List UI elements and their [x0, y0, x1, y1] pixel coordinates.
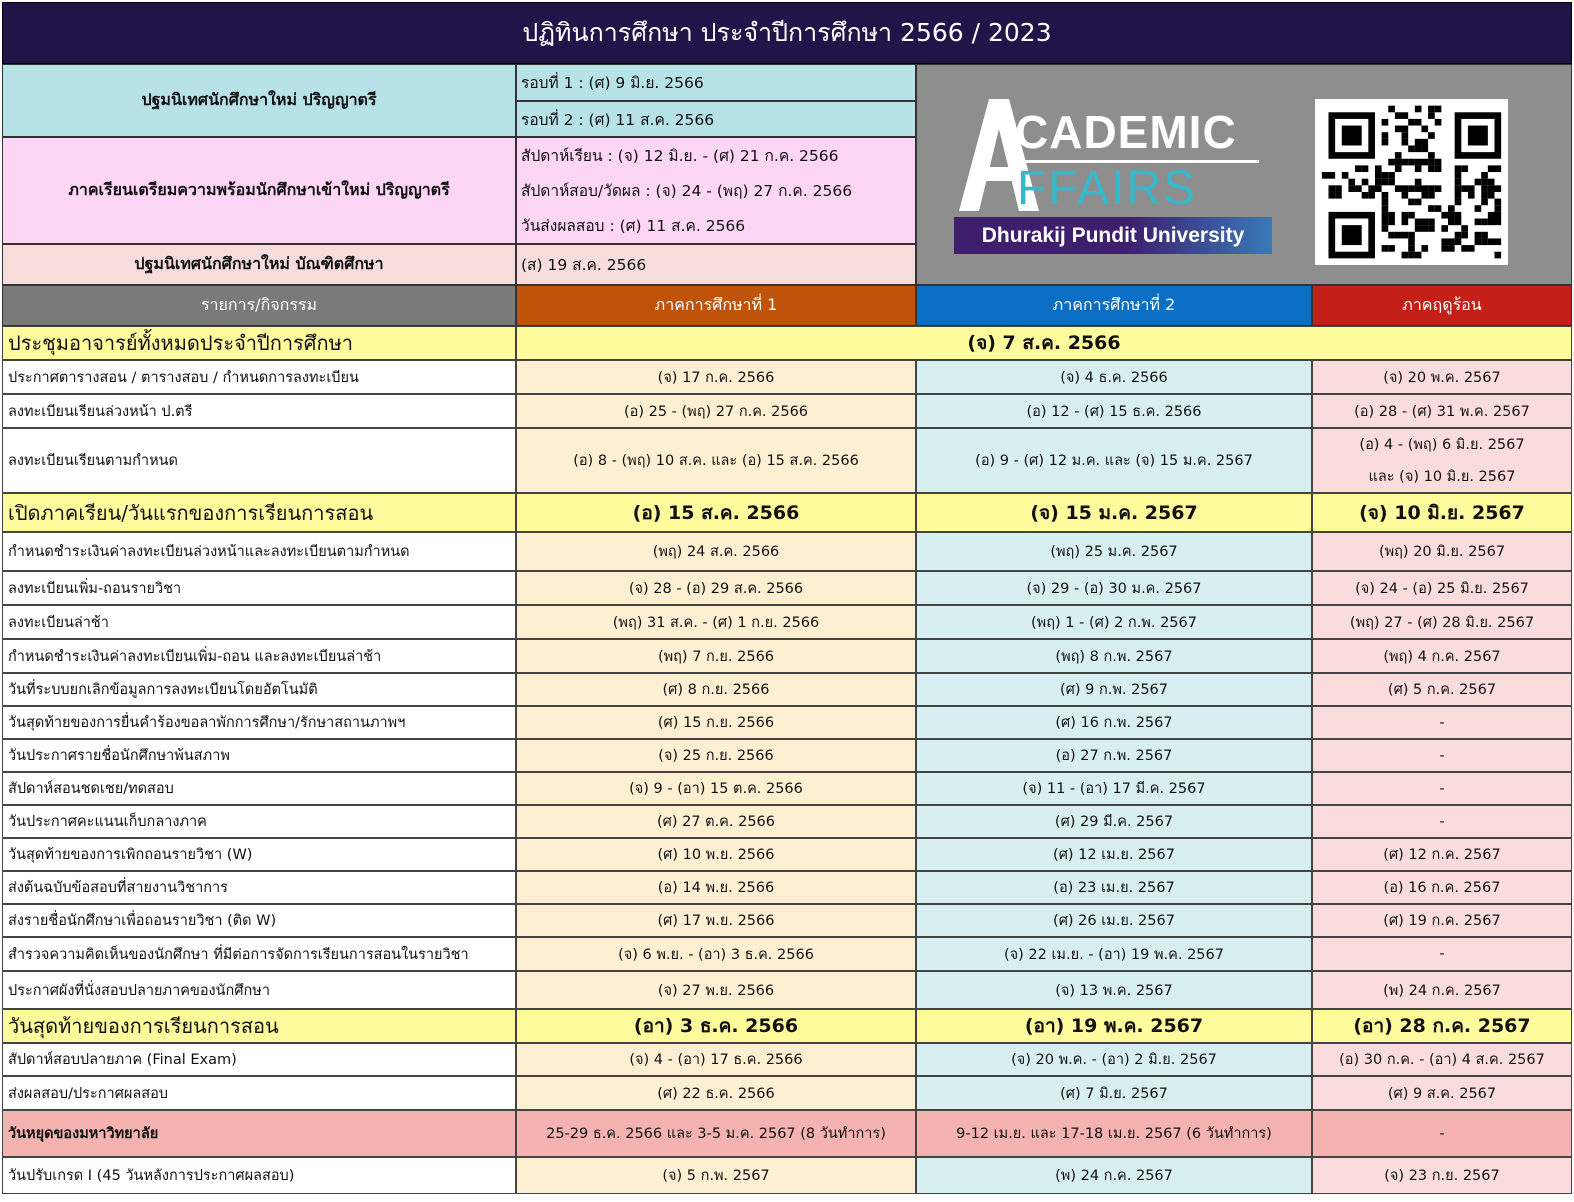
- term2-date-cell: (จ) 11 - (อา) 17 มี.ค. 2567: [916, 772, 1312, 805]
- summer-date-cell: (พฤ) 4 ก.ค. 2567: [1312, 639, 1572, 673]
- header-summer: ภาคฤดูร้อน: [1312, 285, 1572, 326]
- table-row: [2, 805, 1572, 838]
- summer-date-cell: (พฤ) 27 - (ศ) 28 มิ.ย. 2567: [1312, 605, 1572, 639]
- term1-date-cell: (จ) 5 ก.พ. 2567: [516, 1157, 916, 1194]
- activity-cell: วันสุดท้ายของการยื่นคำร้องขอลาพักการศึกษา/รักษาสถานภาพฯ: [2, 706, 516, 739]
- table-row: [2, 937, 1572, 971]
- page-title: ปฏิทินการศึกษา ประจำปีการศึกษา 2566 / 2023: [2, 2, 1572, 64]
- table-row: [2, 428, 1572, 493]
- term1-date-cell: (อ) 25 - (พฤ) 27 ก.ค. 2566: [516, 394, 916, 428]
- activity-cell: ประกาศตารางสอน / ตารางสอบ / กำหนดการลงทะเบียน: [2, 360, 516, 394]
- term2-date-cell: (ศ) 12 เม.ย. 2567: [916, 838, 1312, 871]
- term1-date-cell: (อ) 14 พ.ย. 2566: [516, 871, 916, 904]
- term1-date-cell: (จ) 6 พ.ย. - (อา) 3 ธ.ค. 2566: [516, 937, 916, 971]
- table-row: [2, 360, 1572, 394]
- term1-date-cell: (ศ) 8 ก.ย. 2566: [516, 673, 916, 706]
- term2-date-cell: (ศ) 29 มี.ค. 2567: [916, 805, 1312, 838]
- orientation-grad-date: (ส) 19 ส.ค. 2566: [516, 244, 916, 285]
- term1-date-cell: (ศ) 22 ธ.ค. 2566: [516, 1076, 916, 1110]
- term2-date-cell: (จ) 20 พ.ค. - (อา) 2 มิ.ย. 2567: [916, 1043, 1312, 1076]
- table-row: [2, 1009, 1572, 1043]
- table-row: [2, 532, 1572, 571]
- table-row: [2, 673, 1572, 706]
- activity-cell: สัปดาห์สอนชดเชย/ทดสอบ: [2, 772, 516, 805]
- activity-cell: วันสุดท้ายของการเรียนการสอน: [2, 1009, 516, 1043]
- term1-date-cell: (จ) 17 ก.ค. 2566: [516, 360, 916, 394]
- prep-exam-week: สัปดาห์สอบ/วัดผล : (จ) 24 - (พฤ) 27 ก.ค. 2566: [521, 182, 853, 200]
- prep-term-dates: [516, 137, 916, 244]
- activity-cell: กำหนดชำระเงินค่าลงทะเบียนเพิ่ม-ถอน และลงทะเบียนล่าช้า: [2, 639, 516, 673]
- term2-date-cell: (ศ) 26 เม.ย. 2567: [916, 904, 1312, 937]
- summer-date-cell: -: [1312, 739, 1572, 772]
- activity-cell: กำหนดชำระเงินค่าลงทะเบียนล่วงหน้าและลงทะเบียนตามกำหนด: [2, 532, 516, 571]
- term2-date-cell: (อ) 12 - (ศ) 15 ธ.ค. 2566: [916, 394, 1312, 428]
- summer-date-cell: (อ) 16 ก.ค. 2567: [1312, 871, 1572, 904]
- table-row: [2, 571, 1572, 605]
- summer-date-cell: (ศ) 9 ส.ค. 2567: [1312, 1076, 1572, 1110]
- term2-date-cell: (อ) 27 ก.พ. 2567: [916, 739, 1312, 772]
- qr-code-icon[interactable]: [1315, 99, 1508, 265]
- activity-cell: วันปรับเกรด I (45 วันหลังการประกาศผลสอบ): [2, 1157, 516, 1194]
- term1-date-cell: (พฤ) 24 ส.ค. 2566: [516, 532, 916, 571]
- term2-date-cell: (พฤ) 25 ม.ค. 2567: [916, 532, 1312, 571]
- term1-date-cell: (ศ) 15 ก.ย. 2566: [516, 706, 916, 739]
- prep-result-date: วันส่งผลสอบ : (ศ) 11 ส.ค. 2566: [521, 217, 746, 235]
- summer-date-cell: (จ) 23 ก.ย. 2567: [1312, 1157, 1572, 1194]
- term1-date-cell: (จ) 4 - (อา) 17 ธ.ค. 2566: [516, 1043, 916, 1076]
- meeting-date-cell: (จ) 7 ส.ค. 2566: [516, 326, 1572, 360]
- summer-date-cell: (พฤ) 20 มิ.ย. 2567: [1312, 532, 1572, 571]
- activity-cell: เปิดภาคเรียน/วันแรกของการเรียนการสอน: [2, 493, 516, 532]
- activity-cell: วันหยุดของมหาวิทยาลัย: [2, 1110, 516, 1157]
- term1-date-cell: (จ) 27 พ.ย. 2566: [516, 971, 916, 1009]
- activity-cell: วันสุดท้ายของการเพิกถอนรายวิชา (W): [2, 838, 516, 871]
- term2-date-cell: (อ) 23 เม.ย. 2567: [916, 871, 1312, 904]
- summer-date-line: และ (จ) 10 มิ.ย. 2567: [1368, 468, 1516, 485]
- term2-date-cell: (ศ) 7 มิ.ย. 2567: [916, 1076, 1312, 1110]
- term2-date-cell: 9-12 เม.ย. และ 17-18 เม.ย. 2567 (6 วันทำการ): [916, 1110, 1312, 1157]
- activity-cell: สัปดาห์สอบปลายภาค (Final Exam): [2, 1043, 516, 1076]
- logo-word-academic: CADEMIC: [1015, 106, 1237, 158]
- header-term2: ภาคการศึกษาที่ 2: [916, 285, 1312, 326]
- summer-date-cell: (อ) 28 - (ศ) 31 พ.ค. 2567: [1312, 394, 1572, 428]
- term1-date-cell: 25-29 ธ.ค. 2566 และ 3-5 ม.ค. 2567 (8 วันทำการ): [516, 1110, 916, 1157]
- summer-date-cell: (จ) 24 - (อ) 25 มิ.ย. 2567: [1312, 571, 1572, 605]
- term2-date-cell: (อ) 9 - (ศ) 12 ม.ค. และ (จ) 15 ม.ค. 2567: [916, 428, 1312, 493]
- activity-cell: ประชุมอาจารย์ทั้งหมดประจำปีการศึกษา: [2, 326, 516, 360]
- summer-date-cell: (ศ) 5 ก.ค. 2567: [1312, 673, 1572, 706]
- activity-cell: ลงทะเบียนเรียนตามกำหนด: [2, 428, 516, 493]
- term2-date-cell: (จ) 22 เม.ย. - (อา) 19 พ.ค. 2567: [916, 937, 1312, 971]
- summer-date-cell: (จ) 20 พ.ค. 2567: [1312, 360, 1572, 394]
- term1-date-cell: (ศ) 17 พ.ย. 2566: [516, 904, 916, 937]
- header-activity: รายการ/กิจกรรม: [2, 285, 516, 326]
- activity-cell: ส่งผลสอบ/ประกาศผลสอบ: [2, 1076, 516, 1110]
- summer-date-cell: (ศ) 19 ก.ค. 2567: [1312, 904, 1572, 937]
- table-row: [2, 772, 1572, 805]
- logo-word-affairs: FFAIRS: [1017, 162, 1198, 215]
- activity-cell: วันประกาศคะแนนเก็บกลางภาค: [2, 805, 516, 838]
- term1-date-cell: (พฤ) 7 ก.ย. 2566: [516, 639, 916, 673]
- orientation-undergrad-label: ปฐมนิเทศนักศึกษาใหม่ ปริญญาตรี: [2, 64, 516, 137]
- term2-date-cell: (พฤ) 1 - (ศ) 2 ก.พ. 2567: [916, 605, 1312, 639]
- activity-cell: วันประกาศรายชื่อนักศึกษาพ้นสภาพ: [2, 739, 516, 772]
- term1-date-cell: (ศ) 10 พ.ย. 2566: [516, 838, 916, 871]
- summer-date-cell: -: [1312, 937, 1572, 971]
- term2-date-cell: (ศ) 9 ก.พ. 2567: [916, 673, 1312, 706]
- activity-cell: ส่งต้นฉบับข้อสอบที่สายงานวิชาการ: [2, 871, 516, 904]
- summer-date-cell: (ศ) 12 ก.ค. 2567: [1312, 838, 1572, 871]
- term2-date-cell: (อา) 19 พ.ค. 2567: [916, 1009, 1312, 1043]
- summer-date-cell: (อา) 28 ก.ค. 2567: [1312, 1009, 1572, 1043]
- table-row: [2, 605, 1572, 639]
- table-row: [2, 394, 1572, 428]
- table-row: [2, 1110, 1572, 1157]
- summer-date-line: (อ) 4 - (พฤ) 6 มิ.ย. 2567: [1359, 436, 1525, 453]
- academic-affairs-logo-area: [916, 64, 1572, 285]
- summer-date-cell: -: [1312, 805, 1572, 838]
- table-row-meeting: [2, 326, 1572, 360]
- summer-date-stack: [1359, 429, 1524, 493]
- activity-cell: ลงทะเบียนล่าช้า: [2, 605, 516, 639]
- term2-date-cell: (จ) 29 - (อ) 30 ม.ค. 2567: [916, 571, 1312, 605]
- term1-date-cell: (อ) 8 - (พฤ) 10 ส.ค. และ (อ) 15 ส.ค. 2566: [516, 428, 916, 493]
- table-row: [2, 706, 1572, 739]
- table-row: [2, 1076, 1572, 1110]
- summer-date-cell: -: [1312, 706, 1572, 739]
- summer-date-cell: (อ) 30 ก.ค. - (อา) 4 ส.ค. 2567: [1312, 1043, 1572, 1076]
- summer-date-cell: [1312, 428, 1572, 493]
- term2-date-cell: (ศ) 16 ก.พ. 2567: [916, 706, 1312, 739]
- orientation-undergrad-round1: รอบที่ 1 : (ศ) 9 มิ.ย. 2566: [516, 64, 916, 101]
- qr-code-graphic: [1315, 99, 1508, 265]
- term1-date-cell: (พฤ) 31 ส.ค. - (ศ) 1 ก.ย. 2566: [516, 605, 916, 639]
- header-term1: ภาคการศึกษาที่ 1: [516, 285, 916, 326]
- term1-date-cell: (ศ) 27 ต.ค. 2566: [516, 805, 916, 838]
- activity-cell: สำรวจความคิดเห็นของนักศึกษา ที่มีต่อการจัดการเรียนการสอนในรายวิชา: [2, 937, 516, 971]
- summer-date-cell: -: [1312, 772, 1572, 805]
- logo-university-name: Dhurakij Pundit University: [954, 217, 1272, 254]
- term1-date-cell: (อา) 3 ธ.ค. 2566: [516, 1009, 916, 1043]
- orientation-grad-label: ปฐมนิเทศนักศึกษาใหม่ บัณฑิตศึกษา: [2, 244, 516, 285]
- activity-cell: ลงทะเบียนเรียนล่วงหน้า ป.ตรี: [2, 394, 516, 428]
- term1-date-cell: (จ) 9 - (อา) 15 ต.ค. 2566: [516, 772, 916, 805]
- term1-date-cell: (จ) 28 - (อ) 29 ส.ค. 2566: [516, 571, 916, 605]
- academic-calendar: [2, 2, 1572, 1198]
- orientation-undergrad-round2: รอบที่ 2 : (ศ) 11 ส.ค. 2566: [516, 101, 916, 137]
- term2-date-cell: (จ) 15 ม.ค. 2567: [916, 493, 1312, 532]
- prep-term-label: ภาคเรียนเตรียมความพร้อมนักศึกษาเข้าใหม่ ปริญญาตรี: [2, 137, 516, 244]
- term1-date-cell: (จ) 25 ก.ย. 2566: [516, 739, 916, 772]
- table-row: [2, 639, 1572, 673]
- table-row: [2, 971, 1572, 1009]
- activity-cell: ประกาศผังที่นั่งสอบปลายภาคของนักศึกษา: [2, 971, 516, 1009]
- table-row: [2, 838, 1572, 871]
- activity-cell: ลงทะเบียนเพิ่ม-ถอนรายวิชา: [2, 571, 516, 605]
- term1-date-cell: (อ) 15 ส.ค. 2566: [516, 493, 916, 532]
- term2-date-cell: (จ) 4 ธ.ค. 2566: [916, 360, 1312, 394]
- term2-date-cell: (พฤ) 8 ก.พ. 2567: [916, 639, 1312, 673]
- summer-date-cell: (พ) 24 ก.ค. 2567: [1312, 971, 1572, 1009]
- table-row: [2, 1157, 1572, 1194]
- activity-cell: วันที่ระบบยกเลิกข้อมูลการลงทะเบียนโดยอัตโนมัติ: [2, 673, 516, 706]
- term2-date-cell: (จ) 13 พ.ค. 2567: [916, 971, 1312, 1009]
- term2-date-cell: (พ) 24 ก.ค. 2567: [916, 1157, 1312, 1194]
- summer-date-cell: (จ) 10 มิ.ย. 2567: [1312, 493, 1572, 532]
- table-row: [2, 871, 1572, 904]
- table-row: [2, 493, 1572, 532]
- summer-date-cell: -: [1312, 1110, 1572, 1157]
- table-row: [2, 904, 1572, 937]
- table-row: [2, 1043, 1572, 1076]
- prep-study-week: สัปดาห์เรียน : (จ) 12 มิ.ย. - (ศ) 21 ก.ค. 2566: [521, 147, 839, 165]
- activity-cell: ส่งรายชื่อนักศึกษาเพื่อถอนรายวิชา (ติด W): [2, 904, 516, 937]
- table-row: [2, 739, 1572, 772]
